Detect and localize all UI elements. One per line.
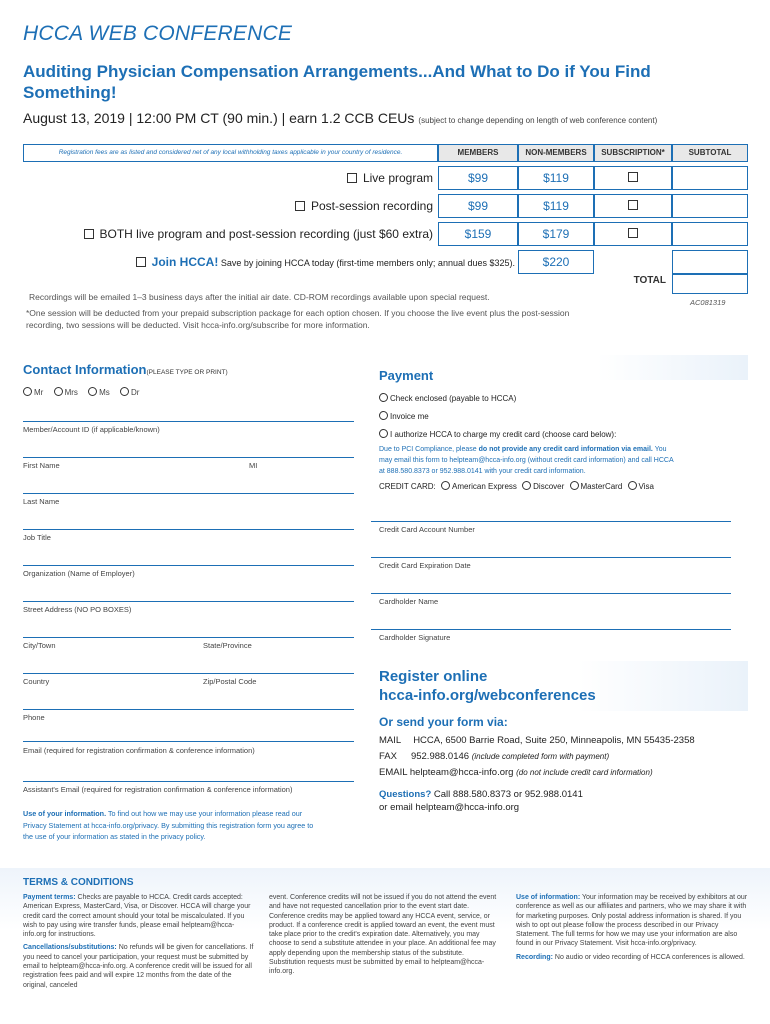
radio-icon[interactable] [54, 387, 63, 396]
row-post-session[interactable] [295, 194, 433, 218]
member-id-label: Member/Account ID (if applicable/known) [23, 425, 160, 434]
questions-email[interactable]: or email helpteam@hcca-info.org [379, 802, 520, 813]
radio-icon[interactable] [522, 481, 531, 490]
checkbox-icon[interactable] [136, 257, 146, 267]
state-label: State/Province [203, 641, 252, 650]
phone-field[interactable] [23, 709, 354, 710]
street-label: Street Address (NO PO BOXES) [23, 605, 132, 614]
card-visa[interactable]: Visa [628, 482, 654, 491]
job-title-field[interactable] [23, 529, 354, 530]
price-members: $99 [438, 166, 518, 190]
col-members: MEMBERS [438, 144, 518, 162]
date-line [23, 110, 657, 126]
first-name-label: First Name [23, 461, 60, 470]
card-expiration-field[interactable] [371, 557, 731, 558]
row-both[interactable] [84, 222, 433, 246]
price-non-members: $179 [518, 222, 594, 246]
row-label: Live program [362, 171, 433, 185]
price-non-members: $119 [518, 194, 594, 218]
email-label: Email (required for registration confirmation & conference information) [23, 746, 255, 755]
questions-line: Questions? Call 888.580.8373 or 952.988.0141 [379, 789, 583, 800]
salutation-mrs[interactable]: Mrs [54, 388, 78, 397]
privacy-bold: Use of your information. [23, 809, 107, 818]
recordings-note: Recordings will be emailed 1–3 business days after the initial air date. CD-ROM recordings available upon special request. [29, 292, 490, 302]
pci-notice: Due to PCI Compliance, please do not provide any credit card information via email. You may email this form to helpteam@hcca-info.org (without credit card information) and call HCCA at 888.580.8373 or 952.988.0141 with your credit card information. [379, 446, 674, 475]
total-label: TOTAL [633, 275, 666, 286]
date-text: August 13, 2019 | 12:00 PM CT (90 min.) | earn 1.2 CCB CEUs [23, 110, 415, 126]
cardholder-name-label: Cardholder Name [379, 597, 439, 606]
row-live-program[interactable] [347, 166, 433, 190]
salutation-group [23, 387, 139, 397]
email-field[interactable] [23, 741, 354, 742]
radio-icon[interactable] [628, 481, 637, 490]
radio-icon[interactable] [570, 481, 579, 490]
cardholder-signature-field[interactable] [371, 629, 731, 630]
radio-icon[interactable] [379, 411, 388, 420]
card-number-label: Credit Card Account Number [379, 525, 475, 534]
checkbox-icon[interactable] [84, 229, 94, 239]
contact-title: Contact Information [23, 362, 147, 377]
radio-icon[interactable] [88, 387, 97, 396]
radio-icon[interactable] [120, 387, 129, 396]
terms-title: TERMS & CONDITIONS [23, 877, 134, 888]
card-label: CREDIT CARD: [379, 482, 436, 491]
payment-title: Payment [379, 368, 434, 383]
radio-icon[interactable] [441, 481, 450, 490]
col-non-members: NON-MEMBERS [518, 144, 594, 162]
last-name-field[interactable] [23, 493, 354, 494]
send-heading: Or send your form via: [379, 715, 508, 729]
row-label: BOTH live program and post-session recording (just $60 extra) [99, 227, 433, 241]
zip-label: Zip/Postal Code [203, 677, 257, 686]
radio-icon[interactable] [23, 387, 32, 396]
radio-icon[interactable] [379, 393, 388, 402]
subtotal-cell[interactable] [672, 166, 748, 190]
price-non-members: $119 [518, 166, 594, 190]
terms-col-2: event. Conference credits will not be issued if you do not attend the event and have not requested cancellation prior to the event start date. Conference credits may be applied toward any HCCA event, service, or product. If a conference credit is applied toward an event, the event must take place prior to the credit's expiration date. Alternatively, you may choose to send a substitute attendee in your place. An additional fee may apply depending upon the membership status of the substitute. Substitution requests must be submitted by email to helpteam@hcca-info.org. [269, 894, 497, 976]
street-field[interactable] [23, 601, 354, 602]
privacy-notice [23, 808, 323, 843]
member-id-field[interactable] [23, 421, 354, 422]
radio-icon[interactable] [379, 429, 388, 438]
subscription-cell [594, 222, 672, 246]
card-number-field[interactable] [371, 521, 731, 522]
register-line1: Register online [379, 668, 488, 685]
checkbox-icon[interactable] [628, 172, 638, 182]
join-label: Join HCCA! [151, 255, 219, 269]
subtotal-cell[interactable] [672, 194, 748, 218]
cardholder-name-field[interactable] [371, 593, 731, 594]
pay-check[interactable]: Check enclosed (payable to HCCA) [379, 393, 516, 403]
join-text: Save by joining HCCA today (first-time members only; annual dues $325). [220, 258, 515, 268]
card-mastercard[interactable]: MasterCard [570, 482, 623, 491]
conference-label: HCCA WEB CONFERENCE [23, 22, 293, 45]
city-field[interactable] [23, 637, 354, 638]
form-code: AC081319 [690, 298, 726, 307]
price-members: $159 [438, 222, 518, 246]
row-label: Post-session recording [310, 199, 433, 213]
card-expiration-label: Credit Card Expiration Date [379, 561, 471, 570]
subscription-cell [594, 166, 672, 190]
assistant-email-label: Assistant's Email (required for registration confirmation & conference information) [23, 785, 293, 794]
checkbox-icon[interactable] [628, 228, 638, 238]
subtotal-cell[interactable] [672, 222, 748, 246]
mi-label: MI [249, 461, 258, 470]
assistant-email-field[interactable] [23, 781, 354, 782]
subtotal-cell[interactable] [672, 250, 748, 274]
contact-heading [23, 362, 228, 377]
last-name-label: Last Name [23, 497, 60, 506]
card-choices [379, 481, 654, 491]
contact-subtitle: (PLEASE TYPE OR PRINT) [146, 369, 228, 376]
subscription-note: *One session will be deducted from your prepaid subscription package for each option chosen. If you choose the live event plus the post-session recording, two sessions will be deducted. Visit hcca-info.org/subscribe for more information. [26, 308, 570, 330]
salutation-dr[interactable]: Dr [120, 388, 139, 397]
first-name-field[interactable] [23, 457, 354, 458]
checkbox-icon[interactable] [347, 173, 357, 183]
col-subscription: SUBSCRIPTION* [594, 144, 672, 162]
organization-field[interactable] [23, 565, 354, 566]
salutation-ms[interactable]: Ms [88, 388, 110, 397]
page-title: Auditing Physician Compensation Arrangements...And What to Do if You Find Something! [23, 62, 651, 102]
price-members: $99 [438, 194, 518, 218]
city-label: City/Town [23, 641, 56, 650]
terms-col-1: Payment terms: Checks are payable to HCCA. Credit cards accepted: American Express, MasterCard, Visa, or Discover. HCCA will charge your credit card the correct amount should your total be miscalculated. If you wish to pay using wire transfer funds, please email helpteam@hcca-info.org for instructions. Cancellations/substitutions: No refunds will be given for cancellations. If you need to cancel your participation, your request must be submitted by email to helpteam@hcca-info.org. A conference credit will be issued for all registration fees paid and will expire 12 months from the date of the original, canceled [23, 894, 254, 989]
card-discover[interactable]: Discover [522, 482, 564, 491]
salutation-mr[interactable]: Mr [23, 388, 43, 397]
card-amex[interactable]: American Express [441, 482, 517, 491]
checkbox-icon[interactable] [628, 200, 638, 210]
col-subtotal: SUBTOTAL [672, 144, 748, 162]
organization-label: Organization (Name of Employer) [23, 569, 135, 578]
checkbox-icon[interactable] [295, 201, 305, 211]
mail-line: MAIL HCCA, 6500 Barrie Road, Suite 250, Minneapolis, MN 55435-2358 [379, 735, 695, 746]
terms-col-3: Use of information: Your information may be received by exhibitors at our conference as well as our affiliates and partners, who we may share it with for marketing purposes. Only postal address information is shared. If you wish to opt out please follow the process described in our Privacy Statement. The full terms for how we may use your information are also found in our Privacy Statement. Visit hcca-info.org/privacy. Recording: No audio or video recording of HCCA conferences is allowed. [516, 894, 748, 961]
cardholder-signature-label: Cardholder Signature [379, 633, 451, 642]
job-title-label: Job Title [23, 533, 51, 542]
fax-line: FAX 952.988.0146 (include completed form with payment) [379, 751, 610, 762]
subscription-cell [594, 194, 672, 218]
total-cell[interactable] [672, 274, 748, 294]
phone-label: Phone [23, 713, 45, 722]
tax-note: Registration fees are as listed and considered net of any local withholding taxes applicable in your country of residence. [23, 144, 438, 162]
date-note: (subject to change depending on length of web conference content) [418, 116, 658, 125]
price-join: $220 [518, 250, 594, 274]
pay-credit-card[interactable]: I authorize HCCA to charge my credit card (choose card below): [379, 429, 616, 439]
country-label: Country [23, 677, 50, 686]
row-join-hcca[interactable] [136, 250, 515, 275]
privacy-text: To find out how we may use your information please read our Privacy Statement at hcca-info.org/privacy. By submitting this registration form you agree to the use of your information as stated in the privacy policy. [23, 809, 314, 841]
pay-invoice[interactable]: Invoice me [379, 411, 429, 421]
email-line: EMAIL helpteam@hcca-info.org (do not include credit card information) [379, 767, 653, 778]
register-url[interactable]: hcca-info.org/webconferences [379, 687, 596, 704]
country-field[interactable] [23, 673, 354, 674]
